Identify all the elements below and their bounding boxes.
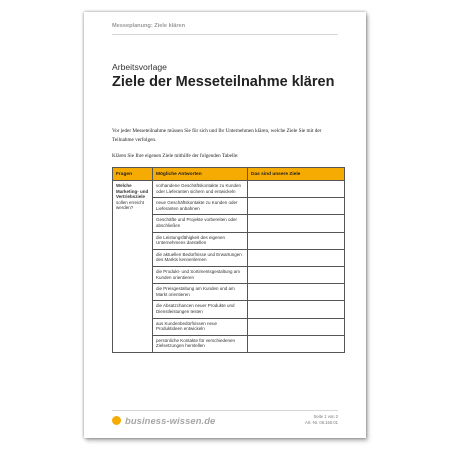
document-subtitle: Arbeitsvorlage — [112, 62, 167, 72]
goal-cell[interactable] — [248, 232, 345, 249]
goals-table — [112, 167, 345, 353]
document-title: Ziele der Messeteilnahme klären — [112, 74, 335, 90]
goal-cell[interactable] — [248, 284, 345, 301]
page-header: Messeplanung: Ziele klären — [112, 23, 186, 29]
answer-cell: neue Geschäftskontakte zu Kunden oder Lieferanten anbahnen — [153, 198, 248, 215]
logo-dot-icon — [112, 416, 121, 425]
table-header-row — [113, 168, 345, 181]
goal-cell[interactable] — [248, 181, 345, 198]
goal-cell[interactable] — [248, 335, 345, 352]
document-page — [84, 12, 366, 438]
goal-cell[interactable] — [248, 198, 345, 215]
answer-cell: die Preisgestaltung am Kunden und am Markt orientieren — [153, 284, 248, 301]
answer-cell: die aktuellen Bedürfnisse und Erwartungen des Markts kennenlernen — [153, 249, 248, 266]
footer-info — [305, 414, 338, 426]
footer-divider — [112, 410, 338, 411]
answer-cell: vorhandene Geschäftskontakte zu Kunden oder Lieferanten sichern und entwickeln — [153, 181, 248, 198]
answer-cell: persönliche Kontakte für verschiedenen Zielsetzungen herstellen — [153, 335, 248, 352]
goal-cell[interactable] — [248, 318, 345, 335]
question-rest: sollen erreicht werden? — [116, 199, 145, 211]
header-our-goals: Das sind unsere Ziele — [248, 168, 345, 181]
logo-text: business-wissen.de — [125, 415, 216, 426]
intro-paragraph: Vor jeder Messeteilnahme müssen Sie für sich und Ihr Unternehmen klären, welche Ziele Sie mit der Teilnahme verfolgen. — [112, 128, 322, 143]
answer-cell: die Absatzchancen neuer Produkte und Dienstleistungen testen — [153, 301, 248, 318]
question-bold: Welche Marketing- und Vertriebsziele — [116, 183, 149, 200]
goal-cell[interactable] — [248, 215, 345, 232]
instruction-text: Klären Sie Ihre eigenen Ziele mithilfe der folgenden Tabelle: — [112, 153, 239, 159]
brand-logo[interactable] — [112, 415, 215, 426]
page-number: Seite 1 von 2 — [313, 414, 338, 419]
goal-cell[interactable] — [248, 266, 345, 283]
article-number: Art.-Nr. 06.150.01 — [304, 420, 338, 425]
goal-cell[interactable] — [248, 249, 345, 266]
header-possible-answers: Mögliche Antworten — [153, 168, 248, 181]
answer-cell: die Leistungsfähigkeit des eigenen Unternehmens darstellen — [153, 232, 248, 249]
question-cell — [113, 181, 153, 353]
answer-cell: Geschäfte und Projekte vorbereiten oder abschließen — [153, 215, 248, 232]
header-divider — [112, 34, 338, 35]
header-questions: Fragen — [113, 168, 153, 181]
answer-cell: aus Kundenbedürfnissen neue Produktideen entwickeln — [153, 318, 248, 335]
answer-cell: die Produkt- und Sortimentsgestaltung am Kunden orientieren — [153, 266, 248, 283]
goal-cell[interactable] — [248, 301, 345, 318]
table-row — [113, 181, 345, 198]
